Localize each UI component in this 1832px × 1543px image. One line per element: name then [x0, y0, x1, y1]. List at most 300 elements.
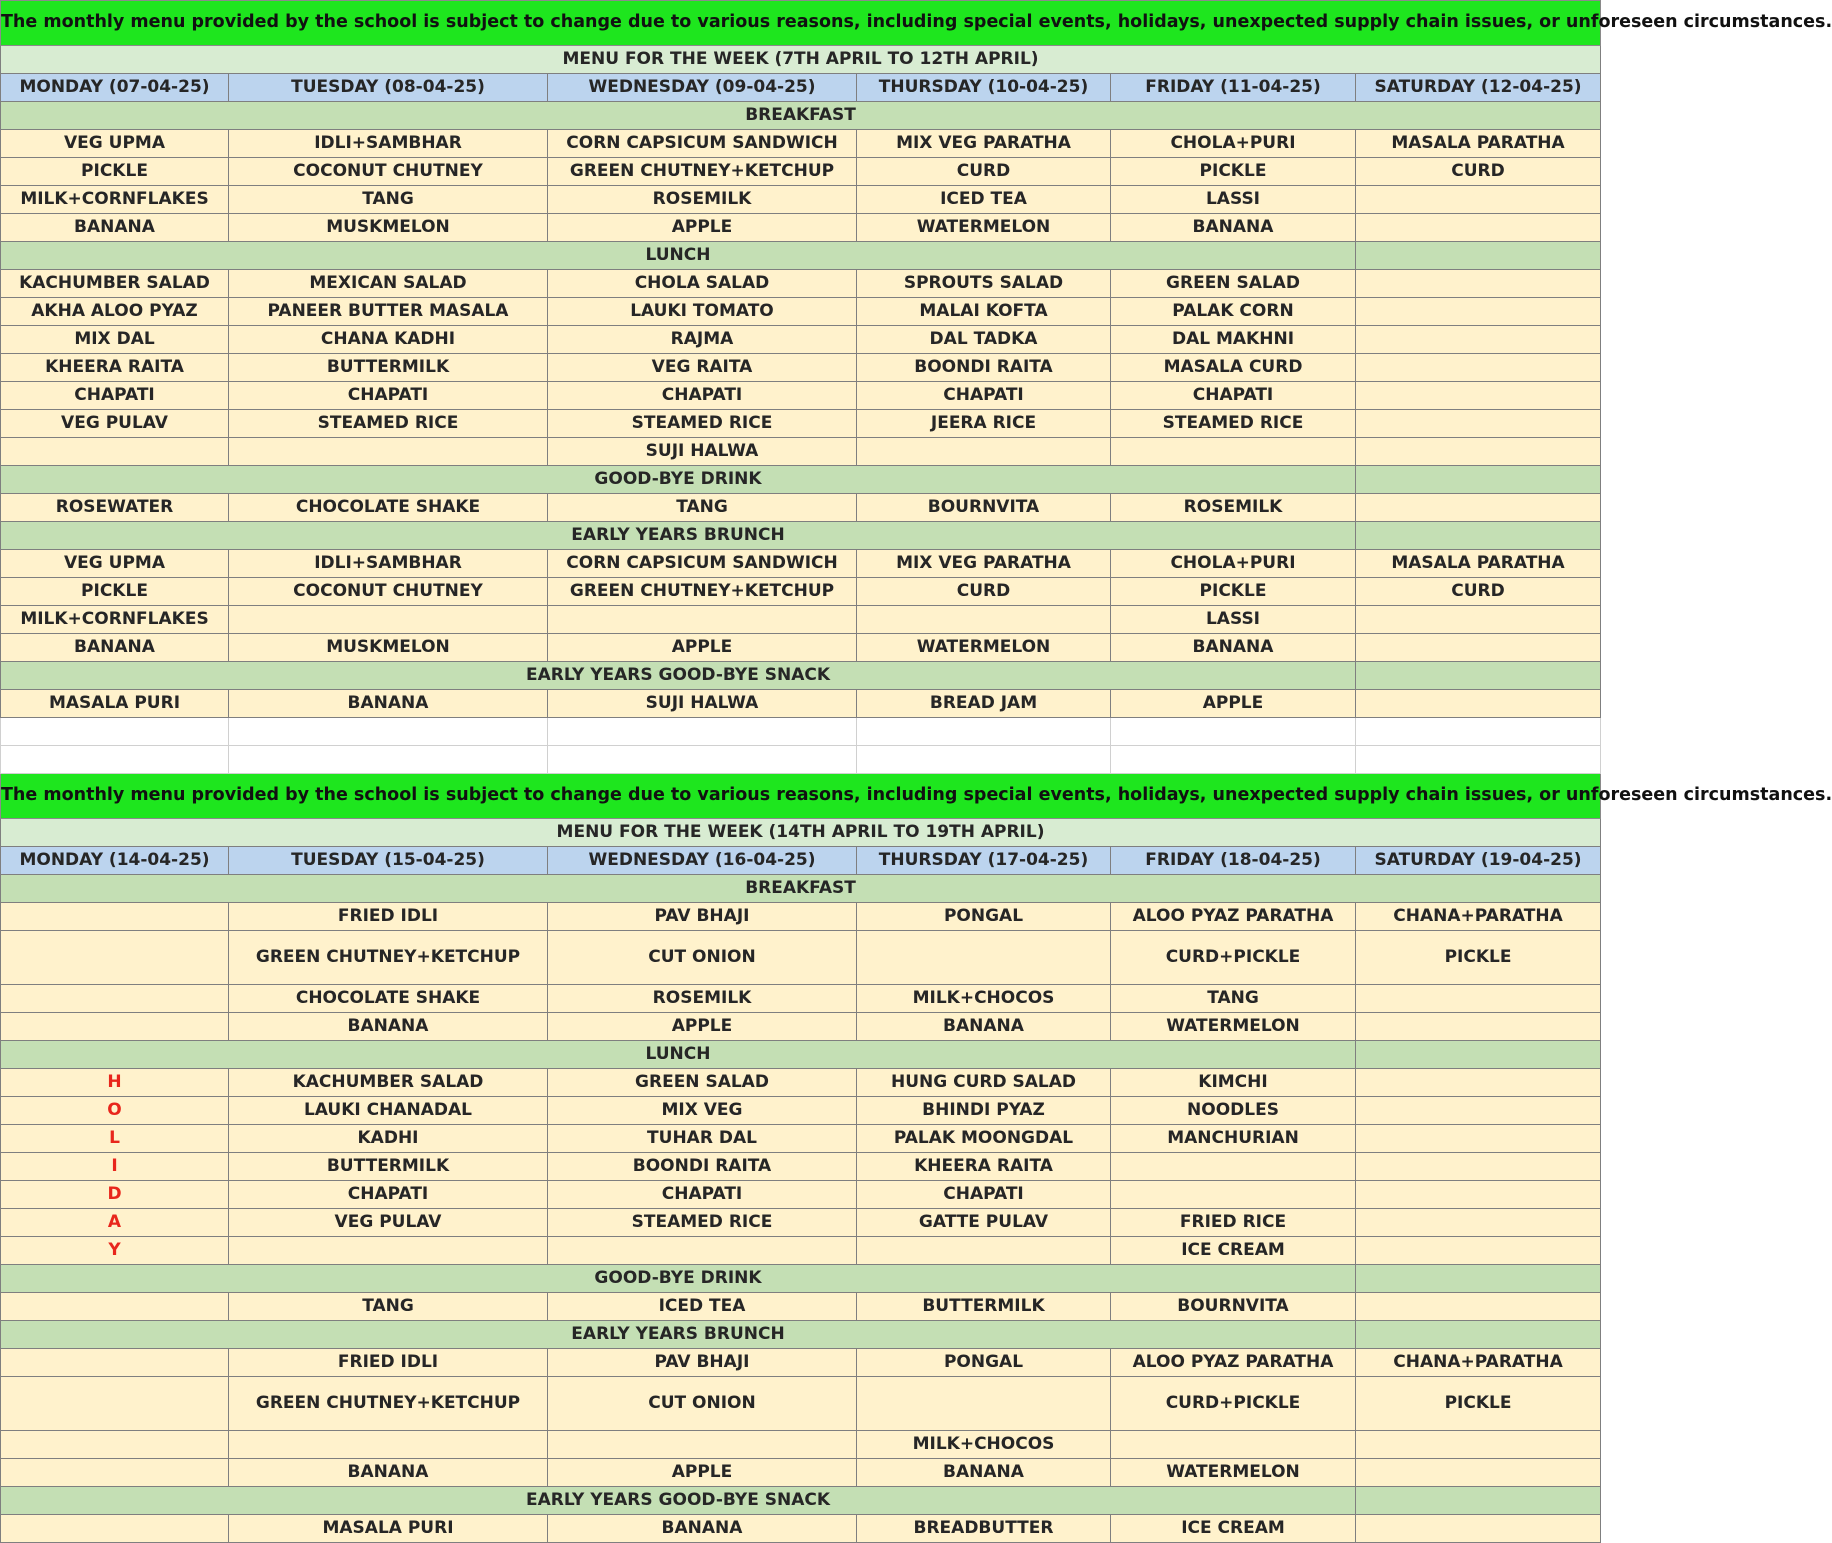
menu-item: BHINDI PYAZ — [857, 1097, 1111, 1125]
menu-item: CURD+PICKLE — [1111, 931, 1356, 985]
menu-item: STEAMED RICE — [1111, 410, 1356, 438]
notice-row — [1, 1, 1601, 46]
menu-item — [1, 931, 229, 985]
menu-item: KACHUMBER SALAD — [229, 1069, 548, 1097]
menu-item: BANANA — [1111, 214, 1356, 242]
menu-item — [1111, 1431, 1356, 1459]
menu-item: CHANA+PARATHA — [1356, 903, 1601, 931]
menu-item: ROSEWATER — [1, 494, 229, 522]
menu-item-row — [1, 1349, 1601, 1377]
menu-item: FRIED IDLI — [229, 1349, 548, 1377]
menu-item: ALOO PYAZ PARATHA — [1111, 1349, 1356, 1377]
menu-item: PALAK CORN — [1111, 298, 1356, 326]
menu-item: STEAMED RICE — [548, 410, 857, 438]
menu-item: KADHI — [229, 1125, 548, 1153]
day-header: SATURDAY (19-04-25) — [1356, 847, 1601, 875]
menu-item: PICKLE — [1111, 158, 1356, 186]
holiday-letter: L — [1, 1125, 229, 1153]
meal-section-blank — [1356, 1487, 1601, 1515]
menu-item: PICKLE — [1356, 1377, 1601, 1431]
menu-item: CHAPATI — [548, 1181, 857, 1209]
menu-item: SUJI HALWA — [548, 438, 857, 466]
menu-item: BUTTERMILK — [857, 1293, 1111, 1321]
menu-item-row — [1, 382, 1601, 410]
menu-item: SUJI HALWA — [548, 690, 857, 718]
menu-item: BANANA — [857, 1459, 1111, 1487]
meal-section-title: BREAKFAST — [1, 102, 1601, 130]
menu-item: CHAPATI — [857, 1181, 1111, 1209]
menu-item: PONGAL — [857, 1349, 1111, 1377]
day-header: MONDAY (07-04-25) — [1, 74, 229, 102]
menu-item — [229, 438, 548, 466]
menu-item-row — [1, 1125, 1601, 1153]
menu-item — [1356, 214, 1601, 242]
menu-item: CURD — [857, 158, 1111, 186]
menu-item: BOONDI RAITA — [548, 1153, 857, 1181]
menu-item: CUT ONION — [548, 931, 857, 985]
menu-item: CHAPATI — [1111, 382, 1356, 410]
menu-item: APPLE — [548, 634, 857, 662]
menu-item-row — [1, 1153, 1601, 1181]
meal-header-row — [1, 102, 1601, 130]
menu-item-row — [1, 985, 1601, 1013]
menu-item: CHOCOLATE SHAKE — [229, 494, 548, 522]
menu-item-row — [1, 1431, 1601, 1459]
day-header: WEDNESDAY (16-04-25) — [548, 847, 857, 875]
blank-cell — [1111, 746, 1356, 774]
menu-item — [857, 1237, 1111, 1265]
menu-item: GREEN CHUTNEY+KETCHUP — [548, 578, 857, 606]
menu-item — [548, 1431, 857, 1459]
notice-row — [1, 774, 1601, 819]
menu-item-row — [1, 438, 1601, 466]
menu-item: BANANA — [1111, 634, 1356, 662]
menu-item: KACHUMBER SALAD — [1, 270, 229, 298]
menu-item: NOODLES — [1111, 1097, 1356, 1125]
blank-cell — [857, 746, 1111, 774]
menu-item — [857, 606, 1111, 634]
menu-item-row — [1, 494, 1601, 522]
blank-cell — [548, 746, 857, 774]
menu-item: GATTE PULAV — [857, 1209, 1111, 1237]
menu-item: CHOLA+PURI — [1111, 130, 1356, 158]
menu-item: MASALA PURI — [1, 690, 229, 718]
menu-item-row — [1, 550, 1601, 578]
week-title: MENU FOR THE WEEK (14TH APRIL TO 19TH APRIL) — [1, 819, 1601, 847]
menu-item: BUTTERMILK — [229, 354, 548, 382]
blank-row — [1, 718, 1601, 746]
meal-header-row — [1, 1265, 1601, 1293]
menu-item: APPLE — [548, 1459, 857, 1487]
menu-item: IDLI+SAMBHAR — [229, 130, 548, 158]
blank-cell — [1, 746, 229, 774]
meal-header-row — [1, 522, 1601, 550]
day-header: TUESDAY (08-04-25) — [229, 74, 548, 102]
menu-item: SPROUTS SALAD — [857, 270, 1111, 298]
menu-item: BANANA — [229, 1459, 548, 1487]
menu-item: GREEN SALAD — [548, 1069, 857, 1097]
menu-item — [1356, 1237, 1601, 1265]
menu-item — [1356, 298, 1601, 326]
meal-header-row — [1, 662, 1601, 690]
menu-item — [1356, 382, 1601, 410]
menu-item: MILK+CHOCOS — [857, 985, 1111, 1013]
menu-item: VEG PULAV — [229, 1209, 548, 1237]
menu-item — [1, 903, 229, 931]
menu-item: WATERMELON — [857, 214, 1111, 242]
menu-item: CUT ONION — [548, 1377, 857, 1431]
meal-header-row — [1, 875, 1601, 903]
menu-item — [1356, 410, 1601, 438]
menu-item: LAUKI CHANADAL — [229, 1097, 548, 1125]
menu-item-row — [1, 606, 1601, 634]
day-header-row — [1, 847, 1601, 875]
menu-item-row — [1, 1097, 1601, 1125]
menu-item: BREAD JAM — [857, 690, 1111, 718]
meal-section-blank — [1356, 1041, 1601, 1069]
meal-header-row — [1, 1321, 1601, 1349]
meal-section-title: EARLY YEARS GOOD-BYE SNACK — [1, 1487, 1356, 1515]
holiday-letter: H — [1, 1069, 229, 1097]
menu-item: ICED TEA — [857, 186, 1111, 214]
blank-cell — [229, 718, 548, 746]
menu-item: CURD — [1356, 158, 1601, 186]
menu-item: CHOLA+PURI — [1111, 550, 1356, 578]
menu-item: PAV BHAJI — [548, 903, 857, 931]
menu-item-row — [1, 1459, 1601, 1487]
menu-item: RAJMA — [548, 326, 857, 354]
menu-item: ALOO PYAZ PARATHA — [1111, 903, 1356, 931]
meal-section-blank — [1356, 1321, 1601, 1349]
menu-item: LAUKI TOMATO — [548, 298, 857, 326]
menu-item: CHAPATI — [548, 382, 857, 410]
menu-item: CURD+PICKLE — [1111, 1377, 1356, 1431]
menu-item: MASALA CURD — [1111, 354, 1356, 382]
meal-header-row — [1, 466, 1601, 494]
holiday-letter: O — [1, 1097, 229, 1125]
menu-item: APPLE — [1111, 690, 1356, 718]
menu-item — [1356, 1515, 1601, 1543]
menu-item-row — [1, 1069, 1601, 1097]
menu-item — [1356, 354, 1601, 382]
week-title: MENU FOR THE WEEK (7TH APRIL TO 12TH APRIL) — [1, 46, 1601, 74]
menu-item: APPLE — [548, 1013, 857, 1041]
menu-item — [1356, 438, 1601, 466]
menu-item: VEG UPMA — [1, 550, 229, 578]
menu-item — [857, 438, 1111, 466]
menu-item: MALAI KOFTA — [857, 298, 1111, 326]
menu-item: BREADBUTTER — [857, 1515, 1111, 1543]
menu-item — [1356, 1153, 1601, 1181]
menu-item: MILK+CORNFLAKES — [1, 606, 229, 634]
menu-item: CURD — [857, 578, 1111, 606]
menu-item-row — [1, 1209, 1601, 1237]
day-header: FRIDAY (11-04-25) — [1111, 74, 1356, 102]
menu-item: MASALA PARATHA — [1356, 130, 1601, 158]
menu-item: TANG — [229, 186, 548, 214]
menu-item: BANANA — [229, 690, 548, 718]
menu-item-row — [1, 158, 1601, 186]
menu-item: AKHA ALOO PYAZ — [1, 298, 229, 326]
menu-item: BANANA — [1, 214, 229, 242]
meal-section-title: BREAKFAST — [1, 875, 1601, 903]
menu-item: PICKLE — [1, 578, 229, 606]
menu-item: PALAK MOONGDAL — [857, 1125, 1111, 1153]
menu-item: IDLI+SAMBHAR — [229, 550, 548, 578]
week-title-row — [1, 819, 1601, 847]
menu-item: BUTTERMILK — [229, 1153, 548, 1181]
menu-item: BANANA — [229, 1013, 548, 1041]
menu-item — [1356, 1459, 1601, 1487]
menu-item: BOURNVITA — [857, 494, 1111, 522]
menu-item: ROSEMILK — [1111, 494, 1356, 522]
meal-section-blank — [1356, 466, 1601, 494]
holiday-letter: A — [1, 1209, 229, 1237]
day-header: TUESDAY (15-04-25) — [229, 847, 548, 875]
menu-item: HUNG CURD SALAD — [857, 1069, 1111, 1097]
menu-item — [1356, 1125, 1601, 1153]
menu-item: MUSKMELON — [229, 214, 548, 242]
menu-item: PICKLE — [1111, 578, 1356, 606]
menu-item: MIX VEG — [548, 1097, 857, 1125]
menu-item: WATERMELON — [857, 634, 1111, 662]
blank-cell — [1111, 718, 1356, 746]
day-header: THURSDAY (10-04-25) — [857, 74, 1111, 102]
meal-header-row — [1, 1041, 1601, 1069]
menu-item: CHANA+PARATHA — [1356, 1349, 1601, 1377]
menu-item — [1, 1293, 229, 1321]
menu-item: FRIED RICE — [1111, 1209, 1356, 1237]
menu-item: CHAPATI — [857, 382, 1111, 410]
menu-item: WATERMELON — [1111, 1459, 1356, 1487]
menu-item: MILK+CORNFLAKES — [1, 186, 229, 214]
menu-item — [1, 1349, 229, 1377]
blank-cell — [1, 718, 229, 746]
menu-item: PAV BHAJI — [548, 1349, 857, 1377]
menu-item — [1356, 1431, 1601, 1459]
menu-item — [1356, 985, 1601, 1013]
menu-item — [229, 606, 548, 634]
holiday-letter: Y — [1, 1237, 229, 1265]
menu-item — [1, 438, 229, 466]
menu-item — [1, 1377, 229, 1431]
menu-item: CORN CAPSICUM SANDWICH — [548, 130, 857, 158]
menu-item: CHOCOLATE SHAKE — [229, 985, 548, 1013]
holiday-letter: D — [1, 1181, 229, 1209]
menu-item — [1356, 606, 1601, 634]
menu-item-row — [1, 690, 1601, 718]
menu-item-row — [1, 410, 1601, 438]
menu-item — [1356, 326, 1601, 354]
menu-item-row — [1, 1013, 1601, 1041]
menu-item: KHEERA RAITA — [857, 1153, 1111, 1181]
menu-item: MASALA PURI — [229, 1515, 548, 1543]
menu-item — [1356, 494, 1601, 522]
menu-item: DAL TADKA — [857, 326, 1111, 354]
day-header: SATURDAY (12-04-25) — [1356, 74, 1601, 102]
menu-item — [1356, 186, 1601, 214]
menu-item: MIX VEG PARATHA — [857, 130, 1111, 158]
menu-item — [229, 1431, 548, 1459]
menu-item-row — [1, 214, 1601, 242]
menu-item: CHAPATI — [229, 382, 548, 410]
day-header: WEDNESDAY (09-04-25) — [548, 74, 857, 102]
menu-change-notice: The monthly menu provided by the school is subject to change due to various reasons, including special events, holidays, unexpected supply chain issues, or unforeseen circumstances. — [1, 774, 1601, 819]
menu-item: MIX DAL — [1, 326, 229, 354]
menu-item: MASALA PARATHA — [1356, 550, 1601, 578]
menu-item: PICKLE — [1356, 931, 1601, 985]
menu-item: BOURNVITA — [1111, 1293, 1356, 1321]
menu-item — [1356, 1013, 1601, 1041]
menu-item: BANANA — [548, 1515, 857, 1543]
menu-item-row — [1, 354, 1601, 382]
menu-item-row — [1, 1181, 1601, 1209]
menu-item: LASSI — [1111, 606, 1356, 634]
menu-item — [1111, 1181, 1356, 1209]
menu-item-row — [1, 1293, 1601, 1321]
menu-item: STEAMED RICE — [548, 1209, 857, 1237]
menu-item-row — [1, 1515, 1601, 1543]
menu-item — [1111, 1153, 1356, 1181]
menu-item: MEXICAN SALAD — [229, 270, 548, 298]
menu-item — [1, 1515, 229, 1543]
menu-item: ICE CREAM — [1111, 1237, 1356, 1265]
meal-section-title: LUNCH — [1, 1041, 1356, 1069]
blank-cell — [1356, 746, 1601, 774]
meal-section-title: EARLY YEARS GOOD-BYE SNACK — [1, 662, 1356, 690]
menu-item: PONGAL — [857, 903, 1111, 931]
menu-item: TANG — [1111, 985, 1356, 1013]
menu-item: VEG UPMA — [1, 130, 229, 158]
menu-item: TANG — [548, 494, 857, 522]
menu-item: TUHAR DAL — [548, 1125, 857, 1153]
menu-item: CHAPATI — [229, 1181, 548, 1209]
menu-item: KIMCHI — [1111, 1069, 1356, 1097]
menu-item — [1356, 1097, 1601, 1125]
meal-section-blank — [1356, 242, 1601, 270]
menu-item: KHEERA RAITA — [1, 354, 229, 382]
day-header-row — [1, 74, 1601, 102]
menu-item: MANCHURIAN — [1111, 1125, 1356, 1153]
menu-item: CHOLA SALAD — [548, 270, 857, 298]
menu-item — [1356, 1293, 1601, 1321]
menu-item-row — [1, 186, 1601, 214]
menu-item: VEG RAITA — [548, 354, 857, 382]
menu-item: CHANA KADHI — [229, 326, 548, 354]
menu-item-row — [1, 270, 1601, 298]
menu-item: PICKLE — [1, 158, 229, 186]
menu-item: MIX VEG PARATHA — [857, 550, 1111, 578]
menu-item: COCONUT CHUTNEY — [229, 578, 548, 606]
meal-section-blank — [1356, 1265, 1601, 1293]
menu-change-notice: The monthly menu provided by the school is subject to change due to various reasons, including special events, holidays, unexpected supply chain issues, or unforeseen circumstances. — [1, 1, 1601, 46]
menu-item: BOONDI RAITA — [857, 354, 1111, 382]
menu-item: BANANA — [857, 1013, 1111, 1041]
meal-header-row — [1, 1487, 1601, 1515]
menu-item: FRIED IDLI — [229, 903, 548, 931]
menu-item-row — [1, 130, 1601, 158]
menu-item — [1, 985, 229, 1013]
blank-cell — [1356, 718, 1601, 746]
menu-item — [857, 931, 1111, 985]
meal-section-title: EARLY YEARS BRUNCH — [1, 1321, 1356, 1349]
menu-item-row — [1, 634, 1601, 662]
holiday-letter: I — [1, 1153, 229, 1181]
blank-cell — [229, 746, 548, 774]
menu-item: CURD — [1356, 578, 1601, 606]
menu-item — [548, 1237, 857, 1265]
menu-item: ROSEMILK — [548, 985, 857, 1013]
blank-cell — [857, 718, 1111, 746]
menu-item: TANG — [229, 1293, 548, 1321]
blank-cell — [548, 718, 857, 746]
menu-item — [1, 1431, 229, 1459]
menu-item — [1356, 1209, 1601, 1237]
menu-item-row — [1, 578, 1601, 606]
menu-item: LASSI — [1111, 186, 1356, 214]
menu-item: WATERMELON — [1111, 1013, 1356, 1041]
meal-section-title: GOOD-BYE DRINK — [1, 466, 1356, 494]
meal-section-title: EARLY YEARS BRUNCH — [1, 522, 1356, 550]
menu-item-row — [1, 903, 1601, 931]
meal-section-title: GOOD-BYE DRINK — [1, 1265, 1356, 1293]
menu-item: DAL MAKHNI — [1111, 326, 1356, 354]
menu-item — [1, 1013, 229, 1041]
menu-item — [1356, 1181, 1601, 1209]
meal-section-blank — [1356, 522, 1601, 550]
menu-item: COCONUT CHUTNEY — [229, 158, 548, 186]
meal-section-title: LUNCH — [1, 242, 1356, 270]
menu-item: MUSKMELON — [229, 634, 548, 662]
day-header: THURSDAY (17-04-25) — [857, 847, 1111, 875]
day-header: MONDAY (14-04-25) — [1, 847, 229, 875]
menu-item: PANEER BUTTER MASALA — [229, 298, 548, 326]
menu-item: GREEN CHUTNEY+KETCHUP — [229, 931, 548, 985]
week-title-row — [1, 46, 1601, 74]
menu-item — [1356, 690, 1601, 718]
menu-item — [1, 1459, 229, 1487]
menu-item — [1356, 634, 1601, 662]
menu-item: GREEN CHUTNEY+KETCHUP — [229, 1377, 548, 1431]
meal-header-row — [1, 242, 1601, 270]
menu-item: VEG PULAV — [1, 410, 229, 438]
menu-item: ICED TEA — [548, 1293, 857, 1321]
menu-item-row — [1, 1377, 1601, 1431]
menu-item: JEERA RICE — [857, 410, 1111, 438]
menu-item: BANANA — [1, 634, 229, 662]
menu-item-row — [1, 931, 1601, 985]
menu-item: CORN CAPSICUM SANDWICH — [548, 550, 857, 578]
menu-item — [857, 1377, 1111, 1431]
menu-item: ROSEMILK — [548, 186, 857, 214]
menu-item — [229, 1237, 548, 1265]
menu-item — [548, 606, 857, 634]
menu-item: STEAMED RICE — [229, 410, 548, 438]
menu-item: ICE CREAM — [1111, 1515, 1356, 1543]
menu-item — [1356, 1069, 1601, 1097]
menu-item: APPLE — [548, 214, 857, 242]
menu-item-row — [1, 298, 1601, 326]
menu-item: MILK+CHOCOS — [857, 1431, 1111, 1459]
menu-item — [1356, 270, 1601, 298]
blank-row — [1, 746, 1601, 774]
meal-section-blank — [1356, 662, 1601, 690]
menu-item-row — [1, 1237, 1601, 1265]
menu-item — [1111, 438, 1356, 466]
menu-item-row — [1, 326, 1601, 354]
menu-item: CHAPATI — [1, 382, 229, 410]
menu-item: GREEN SALAD — [1111, 270, 1356, 298]
